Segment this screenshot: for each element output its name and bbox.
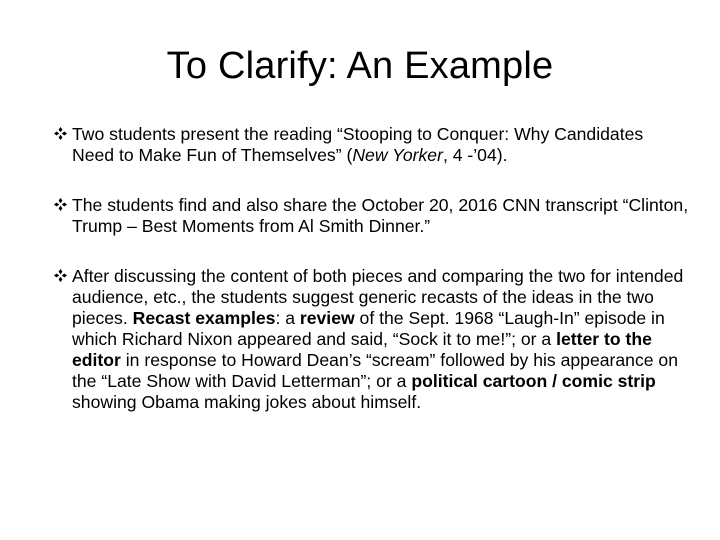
bullet-item xyxy=(54,266,690,413)
bold-text-segment: Recast examples xyxy=(132,308,276,328)
text-segment: of the Sept. 1968 “Laugh-In” episode in which Richard Nixon appeared and said, “Sock it to me!”; or a xyxy=(72,308,665,349)
diamond-quad-bullet-icon xyxy=(54,127,67,140)
bullet-list xyxy=(54,124,690,442)
text-segment: in response to Howard Dean’s “scream” followed by his appearance on the “Late Show with David Letterman”; or a xyxy=(72,350,678,391)
text-segment: Two students present the reading “Stooping to Conquer: Why Candidates Need to Make Fun of Themselves” ( xyxy=(72,124,644,165)
bold-text-segment: political cartoon / comic strip xyxy=(411,371,656,391)
text-segment: The students find and also share the October 20, 2016 CNN transcript “Clinton, Trump – Best Moments from Al Smith Dinner.” xyxy=(72,195,689,236)
bold-text-segment: review xyxy=(299,308,355,328)
italic-text-segment: New Yorker xyxy=(352,145,443,165)
diamond-quad-bullet-icon xyxy=(54,198,67,211)
bullet-text xyxy=(72,195,688,236)
diamond-quad-bullet-icon xyxy=(54,269,67,282)
bullet-text xyxy=(72,266,683,412)
text-segment: , 4 -’04). xyxy=(442,145,508,165)
bold-text-segment: letter to the editor xyxy=(72,329,652,370)
text-segment: : a xyxy=(275,308,300,328)
text-segment: showing Obama making jokes about himself. xyxy=(72,392,422,412)
bullet-item xyxy=(54,195,690,237)
slide-title: To Clarify: An Example xyxy=(166,45,554,87)
text-segment: After discussing the content of both pieces and comparing the two for intended audience, etc., the students suggest generic recasts of the ideas in the two pieces. xyxy=(72,266,684,328)
bullet-text xyxy=(72,124,643,165)
bullet-item xyxy=(54,124,690,166)
